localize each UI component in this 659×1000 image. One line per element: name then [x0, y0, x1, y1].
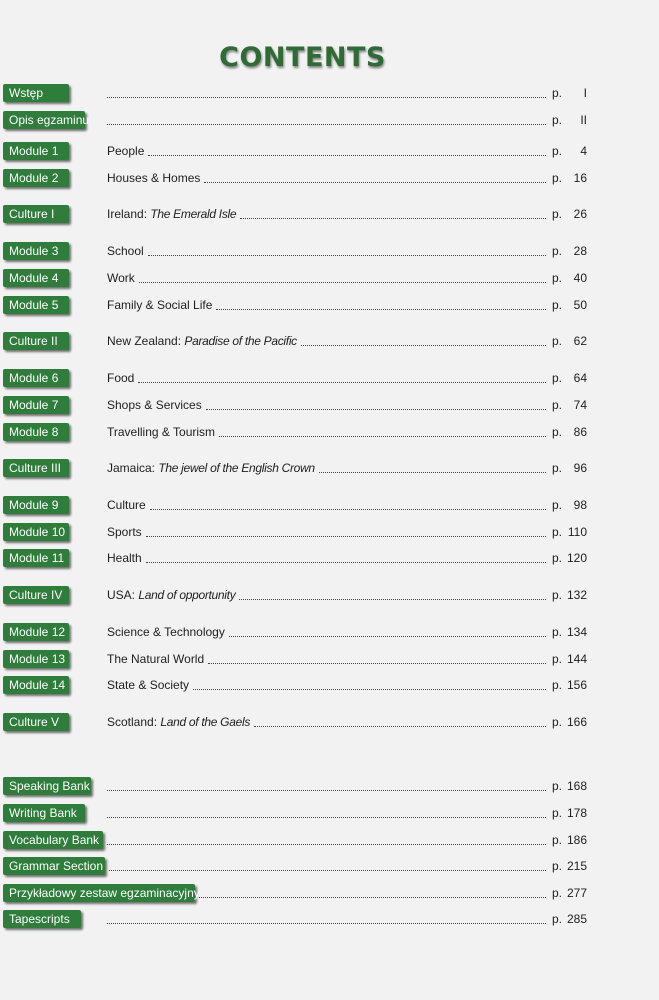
page-number: 168 — [566, 779, 587, 793]
page-number: 40 — [573, 271, 587, 285]
section-tag: Speaking Bank — [3, 777, 91, 795]
page-prefix: p. — [552, 678, 563, 692]
entry-title — [107, 495, 146, 515]
page-number: 132 — [566, 588, 587, 602]
entry-title-text: Sports — [107, 525, 142, 539]
page-prefix: p. — [552, 779, 563, 793]
dot-leader — [107, 919, 546, 924]
page-number: 62 — [573, 334, 587, 348]
page-number: 277 — [566, 886, 587, 900]
dot-leader — [148, 251, 546, 256]
entry-title — [107, 168, 200, 188]
page-prefix: p. — [552, 806, 563, 820]
entry-title — [107, 649, 204, 669]
dot-leader — [107, 120, 546, 125]
section-tag: Module 2 — [3, 169, 69, 187]
page-number: 178 — [566, 806, 587, 820]
dot-leader — [139, 278, 546, 283]
dot-leader — [138, 378, 546, 383]
page-prefix: p. — [552, 398, 563, 412]
entry-title-text: Food — [107, 371, 135, 385]
page-reference — [552, 830, 587, 850]
entry-title-text: People — [107, 144, 145, 158]
page-reference — [552, 295, 587, 315]
page-reference — [552, 622, 587, 642]
entry-title — [107, 622, 225, 642]
dot-leader — [219, 432, 546, 437]
toc-entry — [0, 776, 659, 796]
page-reference — [552, 712, 587, 732]
page-number: 86 — [573, 425, 587, 439]
entry-title — [107, 268, 135, 288]
page-prefix: p. — [552, 525, 563, 539]
section-tag: Module 5 — [3, 296, 69, 314]
section-tag: Tapescripts — [3, 910, 81, 928]
dot-leader — [148, 151, 546, 156]
entry-title — [107, 548, 142, 568]
section-tag: Culture IV — [3, 586, 69, 604]
page-number: 144 — [566, 652, 587, 666]
entry-title — [107, 585, 235, 605]
page-prefix: p. — [552, 171, 563, 185]
page-number: 28 — [573, 244, 587, 258]
entry-title-text: State & Society — [107, 678, 190, 692]
dot-leader — [240, 214, 546, 219]
page-prefix: p. — [552, 461, 563, 475]
entry-title-text: Jamaica: — [107, 461, 156, 475]
entry-subtitle: The Emerald Isle — [150, 207, 237, 221]
toc-entry — [0, 522, 659, 542]
page-title: CONTENTS — [219, 42, 386, 73]
entry-subtitle: Paradise of the Pacific — [184, 334, 297, 348]
entry-title — [107, 395, 202, 415]
toc-entry — [0, 856, 659, 876]
page-prefix: p. — [552, 371, 563, 385]
entry-title — [107, 712, 250, 732]
page-number: 120 — [566, 551, 587, 565]
page-number: 26 — [573, 207, 587, 221]
section-tag: Przykładowy zestaw egzaminacyjny — [3, 884, 195, 902]
section-tag: Module 7 — [3, 396, 69, 414]
section-tag: Culture I — [3, 205, 69, 223]
page-reference — [552, 522, 587, 542]
page-number: 4 — [580, 144, 587, 158]
entry-title-text: Health — [107, 551, 142, 565]
section-tag: Module 3 — [3, 242, 69, 260]
dot-leader — [109, 866, 546, 871]
entry-title-text: Shops & Services — [107, 398, 202, 412]
page-number: 285 — [566, 912, 587, 926]
toc-entry — [0, 168, 659, 188]
page-number: 186 — [566, 833, 587, 847]
page-prefix: p. — [552, 912, 563, 926]
toc-entry — [0, 368, 659, 388]
page-prefix: p. — [552, 207, 563, 221]
section-tag: Module 8 — [3, 423, 69, 441]
dot-leader — [193, 685, 546, 690]
entry-subtitle: The jewel of the English Crown — [158, 461, 315, 475]
entry-title — [107, 422, 215, 442]
page-prefix: p. — [552, 271, 563, 285]
page-number: 166 — [566, 715, 587, 729]
entry-title-text: Science & Technology — [107, 625, 225, 639]
page-reference — [552, 548, 587, 568]
page-number: 96 — [573, 461, 587, 475]
page-prefix: p. — [552, 244, 563, 258]
section-tag: Module 4 — [3, 269, 69, 287]
page-prefix: p. — [552, 551, 563, 565]
page-prefix: p. — [552, 652, 563, 666]
page-prefix: p. — [552, 833, 563, 847]
page-prefix: p. — [552, 113, 563, 127]
toc-entry — [0, 295, 659, 315]
entry-title-text: Family & Social Life — [107, 298, 213, 312]
page-reference — [552, 422, 587, 442]
section-tag: Culture V — [3, 713, 69, 731]
page-number: 156 — [566, 678, 587, 692]
page-prefix: p. — [552, 86, 563, 100]
page-prefix: p. — [552, 298, 563, 312]
entry-title-text: Work — [107, 271, 135, 285]
page-reference — [552, 168, 587, 188]
toc-entry — [0, 909, 659, 929]
section-tag: Module 13 — [3, 650, 69, 668]
section-tag: Module 10 — [3, 523, 69, 541]
section-tag: Module 9 — [3, 496, 69, 514]
page-number: 110 — [567, 525, 587, 539]
toc-entry — [0, 204, 659, 224]
toc-entry — [0, 830, 659, 850]
page-reference — [552, 675, 587, 695]
toc-entry — [0, 422, 659, 442]
page-prefix: p. — [552, 715, 563, 729]
page-reference — [552, 395, 587, 415]
page-reference — [552, 856, 587, 876]
entry-title — [107, 331, 297, 351]
page-reference — [552, 776, 587, 796]
dot-leader — [319, 468, 546, 473]
page-prefix: p. — [552, 588, 563, 602]
toc-entry — [0, 395, 659, 415]
entry-title-text: School — [107, 244, 144, 258]
page-reference — [552, 268, 587, 288]
page-prefix: p. — [552, 886, 563, 900]
dot-leader — [107, 840, 546, 845]
dot-leader — [208, 659, 546, 664]
page-number: 50 — [573, 298, 587, 312]
page-number: 215 — [566, 859, 587, 873]
toc-entry — [0, 495, 659, 515]
section-tag: Culture III — [3, 459, 69, 477]
entry-title — [107, 458, 315, 478]
entry-title-text: USA: — [107, 588, 136, 602]
entry-subtitle: Land of the Gaels — [160, 715, 251, 729]
section-tag: Grammar Section — [3, 857, 105, 875]
entry-title — [107, 368, 134, 388]
toc-entry — [0, 268, 659, 288]
page-number: 98 — [573, 498, 587, 512]
toc-entry — [0, 883, 659, 903]
toc-entry — [0, 649, 659, 669]
toc-entry — [0, 548, 659, 568]
entry-title-text: Travelling & Tourism — [107, 425, 216, 439]
page-reference — [552, 585, 587, 605]
page-prefix: p. — [552, 859, 563, 873]
page-reference — [552, 649, 587, 669]
dot-leader — [239, 595, 546, 600]
entry-title-text: The Natural World — [107, 652, 205, 666]
toc-entry — [0, 83, 659, 103]
page-number: 64 — [573, 371, 587, 385]
section-tag: Writing Bank — [3, 804, 85, 822]
entry-title — [107, 241, 144, 261]
entry-title-text: Scotland: — [107, 715, 158, 729]
dot-leader — [150, 505, 546, 510]
toc-entry — [0, 110, 659, 130]
page-reference — [552, 883, 587, 903]
dot-leader — [107, 813, 546, 818]
section-tag: Module 12 — [3, 623, 69, 641]
toc-entry — [0, 675, 659, 695]
dot-leader — [254, 722, 546, 727]
page-reference — [552, 110, 587, 130]
toc-entry — [0, 241, 659, 261]
page-number: II — [580, 113, 587, 127]
toc-entry — [0, 622, 659, 642]
page-reference — [552, 83, 587, 103]
section-tag: Module 14 — [3, 676, 69, 694]
page-number: 134 — [566, 625, 587, 639]
page-reference — [552, 368, 587, 388]
dot-leader — [146, 532, 546, 537]
dot-leader — [199, 893, 546, 898]
entry-title-text: Houses & Homes — [107, 171, 201, 185]
toc-entry — [0, 458, 659, 478]
dot-leader — [107, 93, 546, 98]
section-tag: Culture II — [3, 332, 69, 350]
entry-title-text: New Zealand: — [107, 334, 182, 348]
page-prefix: p. — [552, 498, 563, 512]
dot-leader — [107, 786, 546, 791]
entry-title — [107, 675, 189, 695]
dot-leader — [216, 305, 546, 310]
toc-entry — [0, 585, 659, 605]
dot-leader — [204, 178, 546, 183]
toc-entry — [0, 712, 659, 732]
page-reference — [552, 909, 587, 929]
section-tag: Vocabulary Bank — [3, 831, 103, 849]
page-reference — [552, 241, 587, 261]
dot-leader — [229, 632, 546, 637]
toc-entry — [0, 141, 659, 161]
page-prefix: p. — [552, 425, 563, 439]
entry-subtitle: Land of opportunity — [138, 588, 236, 602]
entry-title — [107, 522, 142, 542]
dot-leader — [206, 405, 546, 410]
entry-title — [107, 141, 144, 161]
page-reference — [552, 331, 587, 351]
page-prefix: p. — [552, 334, 563, 348]
entry-title — [107, 295, 212, 315]
page-number: I — [583, 86, 587, 100]
page-reference — [552, 141, 587, 161]
section-tag: Module 6 — [3, 369, 69, 387]
section-tag: Module 11 — [3, 549, 69, 567]
page-reference — [552, 803, 587, 823]
page-reference — [552, 458, 587, 478]
section-tag: Wstęp — [3, 84, 69, 102]
entry-title — [107, 204, 236, 224]
page-reference — [552, 495, 587, 515]
page-number: 74 — [573, 398, 587, 412]
entry-title-text: Culture — [107, 498, 146, 512]
page-number: 16 — [573, 171, 587, 185]
entry-title-text: Ireland: — [107, 207, 148, 221]
dot-leader — [146, 558, 546, 563]
page-reference — [552, 204, 587, 224]
page-prefix: p. — [552, 625, 563, 639]
section-tag: Opis egzaminu — [3, 111, 85, 129]
toc-entry — [0, 803, 659, 823]
section-tag: Module 1 — [3, 142, 69, 160]
toc-entry — [0, 331, 659, 351]
dot-leader — [301, 341, 546, 346]
page-prefix: p. — [552, 144, 563, 158]
